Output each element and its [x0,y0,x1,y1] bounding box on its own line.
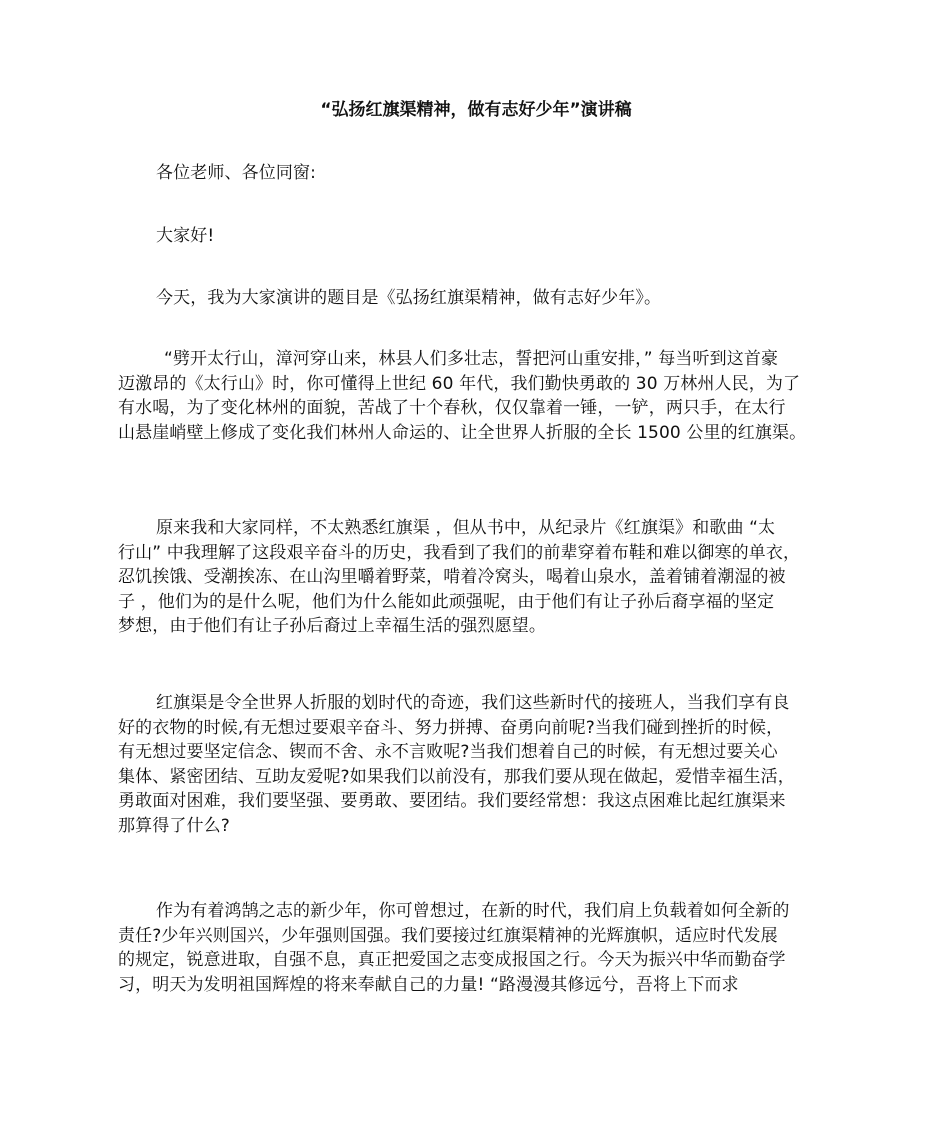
paragraph-line: 迈激昂的《太行山》时，你可懂得上世纪 60 年代，我们勤快勇敢的 30 万林州人民，为了 [118,373,801,394]
paragraph-line: 责任?少年兴则国兴，少年强则国强。我们要接过红旗渠精神的光辉旗帜，适应时代发展 [118,925,778,946]
paragraph-taihang [118,347,834,445]
paragraph-line: 子 ，他们为的是什么呢，他们为什么能如此顽强呢，由于他们有让子孙后裔享福的坚定 [118,591,775,612]
paragraph-line: 原来我和大家同样，不太熟悉红旗渠 ，但从书中，从纪录片《红旗渠》和歌曲 “太 [156,518,776,538]
paragraph-line: 勇敢面对困难，我们要坚强、要勇敢、要团结。我们要经常想：我这点困难比起红旗渠来 [118,791,786,812]
paragraph-line: 集体、紧密团结、互助友爱呢?如果我们以前没有，那我们要从现在做起，爱惜幸福生活， [118,766,795,787]
hello-line: 大家好! [156,226,215,246]
paragraph-line: 作为有着鸿鹄之志的新少年，你可曾想过，在新的时代，我们肩上负载着如何全新的 [156,901,790,921]
paragraph-miracle [118,691,834,839]
paragraph-line: 有水喝，为了变化林州的面貌，苦战了十个春秋，仅仅靠着一锤，一铲，两只手，在太行 [118,398,786,419]
paragraph-line: 山悬崖峭壁上修成了变化我们林州人命运的、让全世界人折服的全长 1500 公里的红旗渠。 [118,422,807,443]
paragraph-line: 那算得了什么? [118,815,230,836]
paragraph-line: 有无想过要坚定信念、锲而不舍、永不言败呢?当我们想着自己的时候，有无想过要关心 [118,742,778,763]
paragraph-line: 红旗渠是令全世界人折服的划时代的奇迹，我们这些新时代的接班人，当我们享有良 [156,693,790,713]
paragraph-line: 的规定，锐意进取，自强不息，真正把爱国之志变成报国之行。今天为振兴中华而勤奋学 [118,950,786,971]
paragraph-line: 习，明天为发明祖国辉煌的将来奉献自己的力量! “路漫漫其修远兮，吾将上下而求 [118,974,739,995]
speech-title: “弘扬红旗渠精神，做有志好少年”演讲稿 [320,100,632,120]
greeting-line: 各位老师、各位同窗: [156,163,316,183]
paragraph-youth [118,899,834,997]
paragraph-line: 忍饥挨饿、受潮挨冻、在山沟里嚼着野菜，啃着冷窝头，喝着山泉水，盖着铺着潮湿的被 [118,567,786,588]
paragraph-line: 行山” 中我理解了这段艰辛奋斗的历史，我看到了我们的前辈穿着布鞋和难以御寒的单衣， [118,542,801,563]
intro-paragraph: 今天，我为大家演讲的题目是《弘扬红旗渠精神，做有志好少年》。 [156,288,662,308]
paragraph-line: 好的衣物的时候,有无想过要艰辛奋斗、努力拼搏、奋勇向前呢?当我们碰到挫折的时候， [118,717,784,738]
paragraph-history [118,516,834,639]
paragraph-line: 梦想，由于他们有让子孙后裔过上幸福生活的强烈愿望。 [118,616,546,637]
paragraph-line: “劈开太行山，漳河穿山来，林县人们多壮志，誓把河山重安排，” 每当听到这首豪 [164,349,779,369]
